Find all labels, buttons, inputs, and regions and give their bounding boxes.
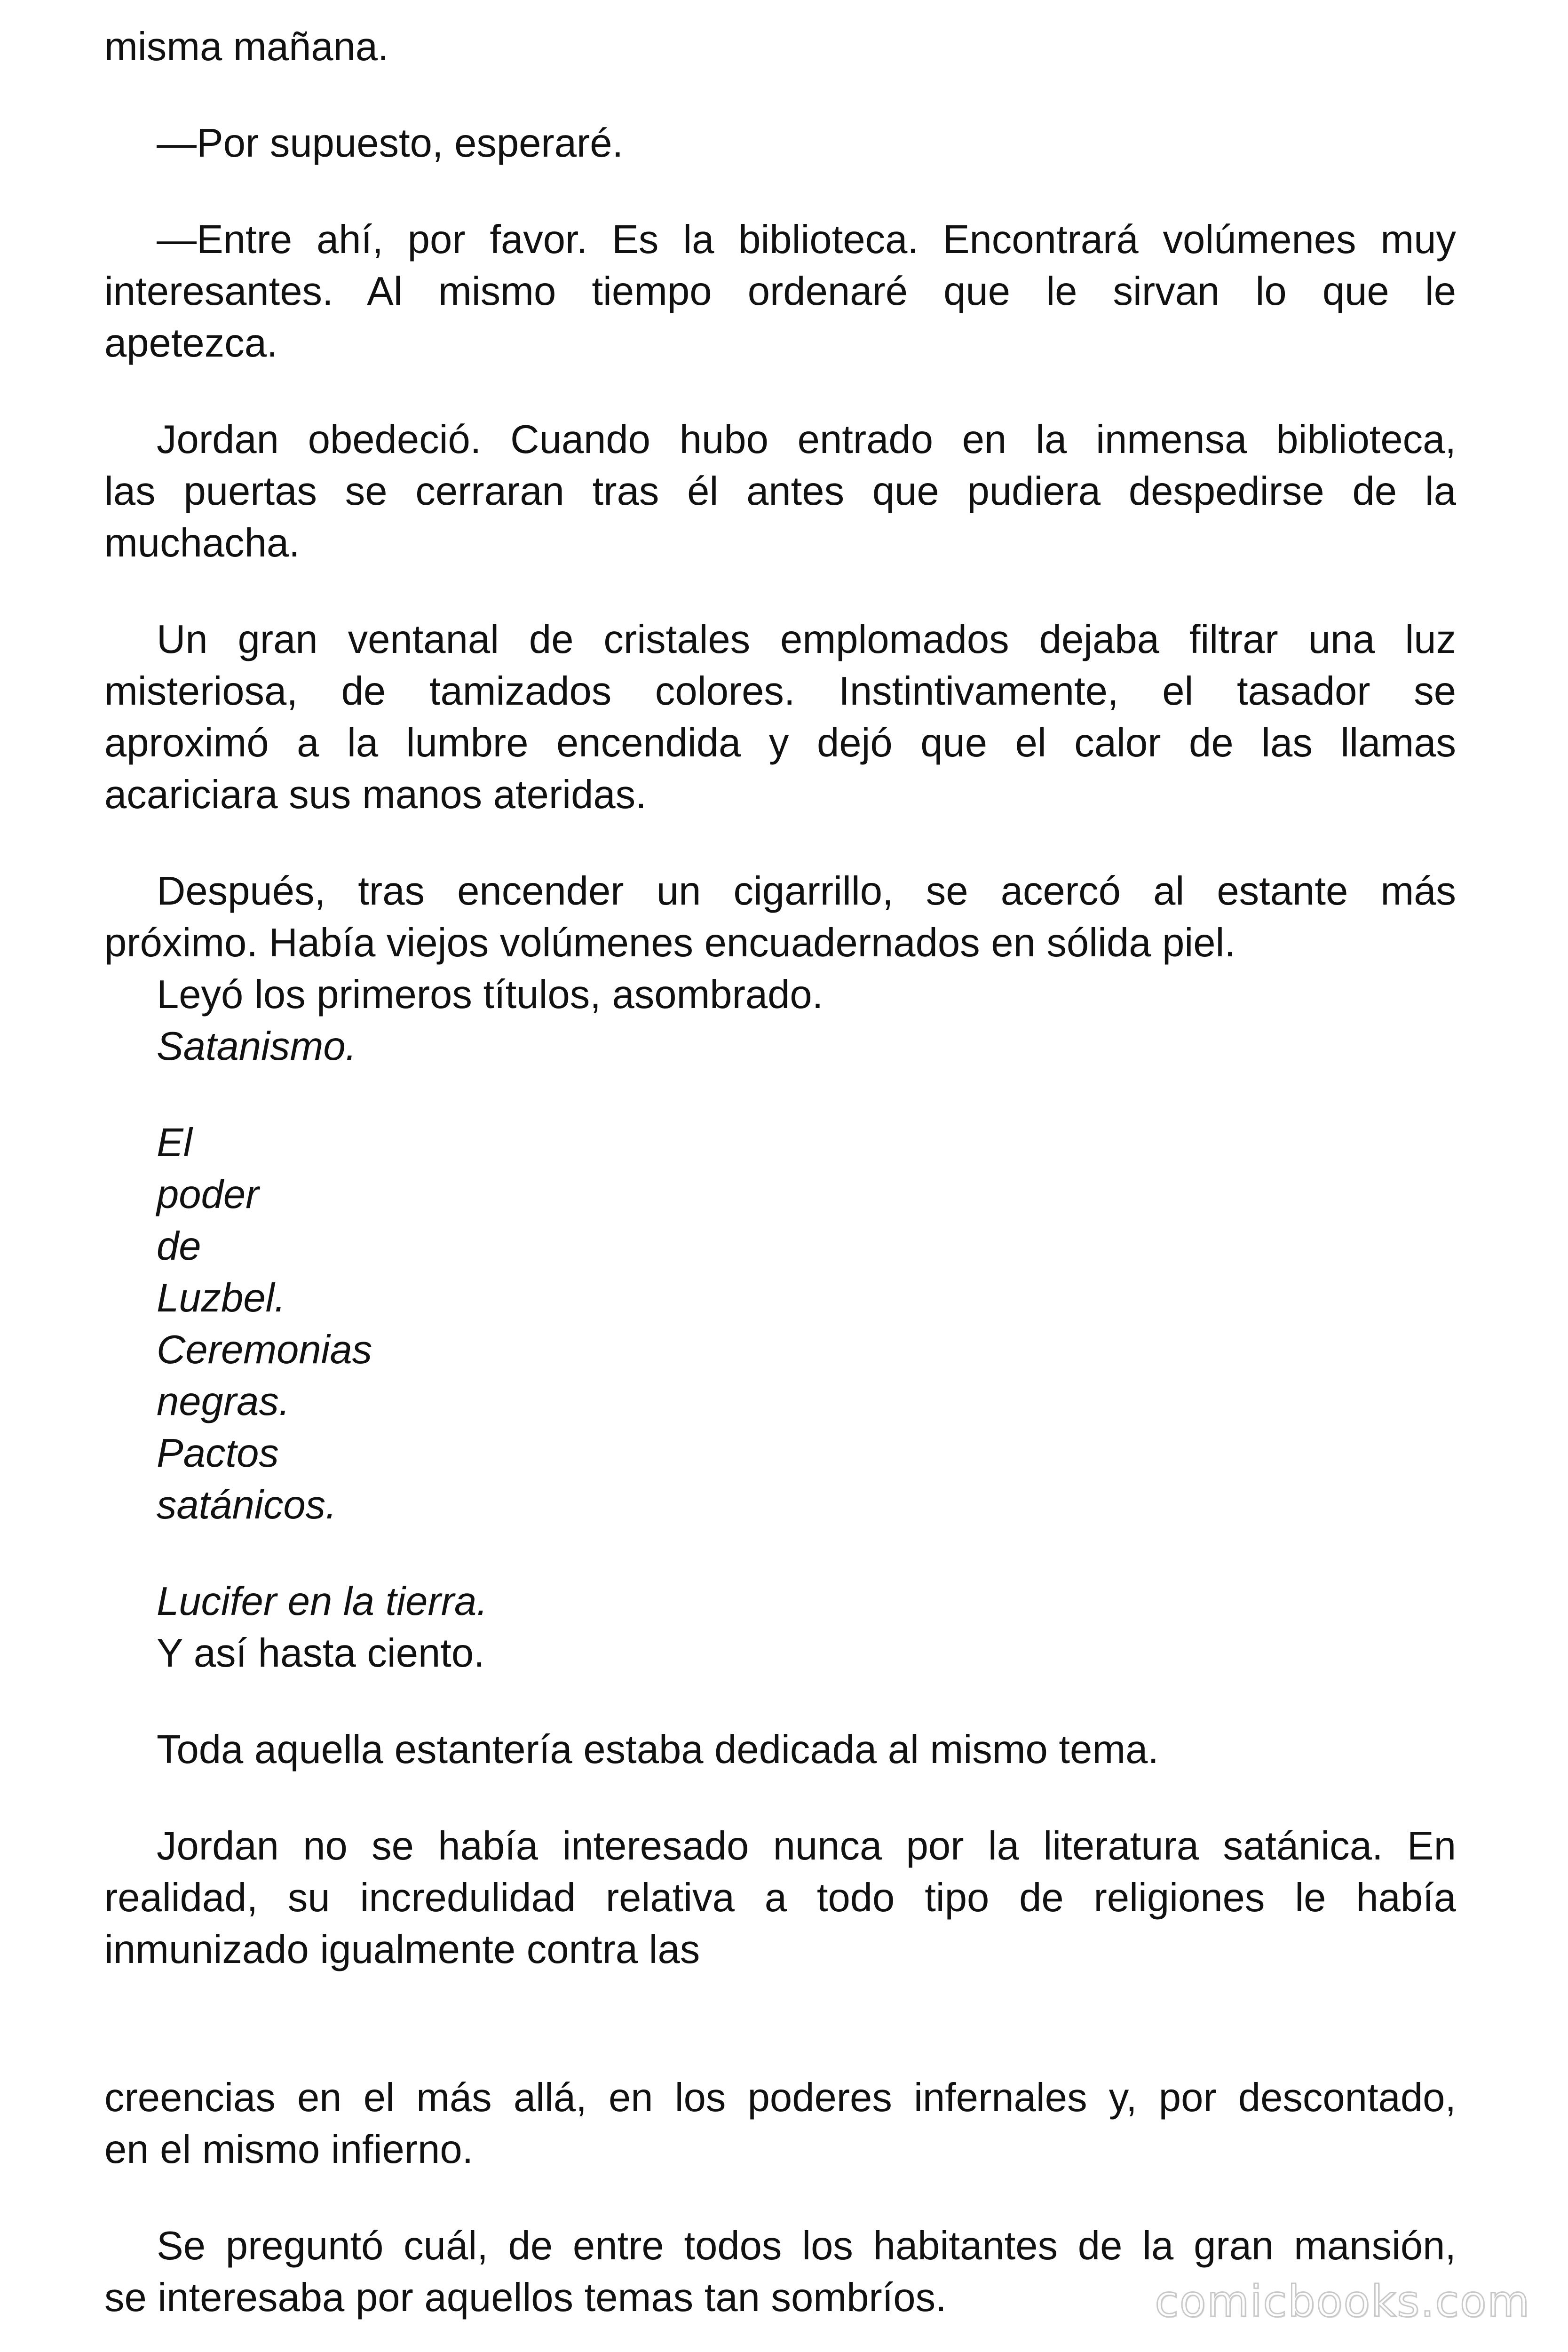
text-line: misteriosa, de tamizados colores. Instintivamente, el tasador se (104, 669, 1456, 714)
text-line: interesantes. Al mismo tiempo ordenaré que le sirvan lo que le (104, 269, 1456, 314)
book-title-line: Satanismo. (157, 1024, 357, 1069)
text-line: Después, tras encender un cigarrillo, se acercó al estante más (157, 869, 1456, 914)
text-line: Leyó los primeros títulos, asombrado. (157, 972, 824, 1017)
text-line: misma mañana. (104, 24, 389, 69)
text-line: Jordan obedeció. Cuando hubo entrado en la inmensa biblioteca, (157, 417, 1456, 462)
text-line: próximo. Había viejos volúmenes encuadernados en sólida piel. (104, 921, 1236, 965)
text-line: Toda aquella estantería estaba dedicada al mismo tema. (157, 1727, 1159, 1772)
text-line: Jordan no se había interesado nunca por la literatura satánica. En (157, 1824, 1456, 1868)
book-title-line: poder (157, 1172, 259, 1217)
text-line: apetezca. (104, 321, 278, 366)
text-line: realidad, su incredulidad relativa a todo tipo de religiones le había (104, 1875, 1456, 1920)
book-title-line: El (157, 1120, 192, 1165)
text-line: —Por supuesto, esperaré. (157, 121, 624, 166)
text-line: Un gran ventanal de cristales emplomados dejaba filtrar una luz (157, 617, 1456, 662)
text-line: inmunizado igualmente contra las (104, 1927, 700, 1972)
text-line: acariciara sus manos ateridas. (104, 772, 647, 817)
text-line: muchacha. (104, 521, 300, 565)
text-line: las puertas se cerraran tras él antes que pudiera despedirse de la (104, 469, 1456, 514)
book-title-line: de (157, 1224, 201, 1269)
text-line: aproximó a la lumbre encendida y dejó que el calor de las llamas (104, 721, 1456, 765)
text-line: se interesaba por aquellos temas tan sombríos. (104, 2275, 947, 2320)
book-title-line: satánicos. (157, 1483, 337, 1527)
book-title-line: negras. (157, 1379, 290, 1424)
book-title-line: Lucifer en la tierra. (157, 1579, 488, 1624)
text-line: Se preguntó cuál, de entre todos los habitantes de la gran mansión, (157, 2224, 1456, 2268)
text-line: en el mismo infierno. (104, 2127, 474, 2172)
text-line: —Entre ahí, por favor. Es la biblioteca. Encontrará volúmenes muy (157, 217, 1456, 262)
book-title-line: Luzbel. (157, 1276, 286, 1320)
watermark-logo: comicbooks.com (1155, 2276, 1530, 2327)
book-title-line: Pactos (157, 1431, 279, 1476)
text-line: Y así hasta ciento. (157, 1631, 485, 1676)
book-title-line: Ceremonias (157, 1327, 372, 1372)
text-line: creencias en el más allá, en los poderes infernales y, por descontado, (104, 2075, 1456, 2120)
